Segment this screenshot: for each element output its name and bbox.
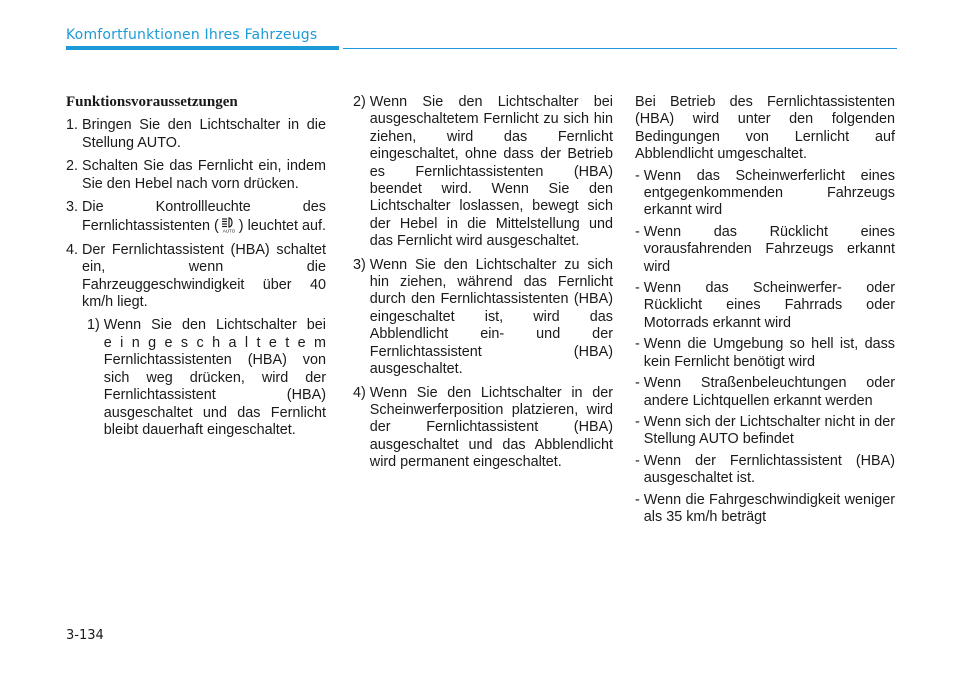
dash-bullet: -	[635, 280, 644, 297]
dash-bullet: -	[635, 452, 644, 469]
sub-item-2	[353, 94, 613, 251]
list-text: Der Fernlichtassistent (HBA) schaltet ein, wenn die Fahrzeuggeschwindigkeit über 40 km/h liegt.	[82, 241, 326, 311]
page-number: 3-134	[66, 628, 104, 643]
dash-bullet: -	[635, 491, 644, 508]
list-item	[635, 492, 895, 527]
list-item	[635, 375, 895, 410]
sub-text	[104, 317, 326, 439]
list-text: Wenn das Scheinwerfer- oder Rücklicht eines Fahrrads oder Motorrads erkannt wird	[643, 280, 895, 331]
list-item	[635, 168, 895, 220]
dash-bullet: -	[635, 167, 644, 184]
sub-number: 2)	[353, 94, 370, 110]
dash-bullet: -	[635, 375, 644, 392]
sub-text-lead: Wenn Sie den Lichtschalter bei	[103, 317, 326, 334]
list-item	[635, 280, 895, 332]
list-number: 4.	[66, 241, 82, 258]
conditions-heading: Funktionsvoraussetzungen	[66, 94, 238, 110]
sub-item-4	[353, 385, 613, 472]
list-item-3	[66, 199, 326, 236]
sub-text: Wenn Sie den Lichtschalter zu sich hin ziehen, während das Fernlicht durch den Fernlichtassistenten (HBA) eingeschaltet ist, wird das Abblendlicht ein- und der Fernlichtassistent (HBA) ausgeschaltet.	[369, 256, 613, 378]
column-2	[353, 94, 613, 478]
conditions-intro: Bei Betrieb des Fernlichtassistenten (HBA) wird unter den folgenden Bedingungen von Lernlicht auf Abblendlicht umgeschaltet.	[635, 94, 895, 163]
sub-number: 1)	[87, 317, 104, 334]
list-item	[635, 414, 895, 449]
list-item	[635, 336, 895, 371]
sub-number: 4)	[353, 384, 370, 401]
list-text	[82, 199, 326, 236]
sub-number: 3)	[353, 256, 370, 273]
dash-bullet: -	[635, 413, 644, 430]
dash-bullet: -	[635, 336, 644, 353]
header-rule-thick	[66, 46, 339, 50]
auto-high-beam-icon	[219, 216, 239, 233]
list-text: Bringen Sie den Lichtschalter in die Stellung AUTO.	[82, 117, 326, 151]
sub-text-spaced: e i n g e s c h a l t e t e m	[103, 334, 326, 351]
list-number: 1.	[66, 117, 82, 134]
list-text-after-icon: ) leuchtet auf.	[238, 218, 326, 235]
list-text: Wenn das Scheinwerferlicht eines entgegenkommenden Fahrzeugs erkannt wird	[643, 167, 895, 219]
list-item	[635, 224, 895, 276]
sub-text: Wenn Sie den Lichtschalter bei ausgeschaltetem Fernlicht zu sich hin ziehen, wird das Fernlicht eingeschaltet, ohne dass der Betrieb es Fernlichtassistenten (HBA) beendet wird. Wenn Sie den Lichtschalter loslassen, bewegt sich der Hebel in die Mittelstellung und das Fernlicht wird ausgeschaltet.	[369, 94, 613, 250]
list-text: Wenn Straßenbeleuchtungen oder andere Lichtquellen erkannt werden	[643, 375, 895, 409]
list-text: Wenn sich der Lichtschalter nicht in der Stellung AUTO befindet	[643, 413, 895, 448]
column-1	[66, 94, 326, 445]
condition-list	[635, 168, 895, 527]
list-item	[635, 453, 895, 488]
svg-text:AUTO: AUTO	[222, 228, 235, 234]
column-3	[635, 94, 895, 530]
list-number: 3.	[66, 199, 82, 216]
list-number: 2.	[66, 158, 82, 175]
list-text: Wenn die Fahrgeschwindigkeit weniger als 35 km/h beträgt	[643, 491, 895, 525]
header-rule-thin	[343, 48, 897, 49]
list-text: Wenn die Umgebung so hell ist, dass kein Fernlicht benötigt wird	[643, 336, 895, 370]
list-item-4	[66, 242, 326, 312]
section-title: Komfortfunktionen Ihres Fahrzeugs	[66, 27, 318, 43]
list-text: Schalten Sie das Fernlicht ein, indem Sie den Hebel nach vorn drücken.	[82, 158, 326, 192]
sub-text-rest: Fernlichtassistenten (HBA) von sich weg drücken, wird der Fernlichtassistent (HBA) ausgeschaltet und das Fernlicht bleibt dauerhaft eingeschaltet.	[103, 352, 326, 438]
list-text-before-icon: Die Kontrollleuchte des Fernlichtassistenten (	[82, 199, 326, 235]
list-text: Wenn der Fernlichtassistent (HBA) ausgeschaltet ist.	[643, 452, 895, 487]
dash-bullet: -	[635, 223, 644, 240]
sub-item-3	[353, 257, 613, 379]
list-item-2	[66, 158, 326, 193]
sub-text: Wenn Sie den Lichtschalter in der Scheinwerferposition platzieren, wird der Fernlichtassistent (HBA) ausgeschaltet und das Abblendlicht wird permanent eingeschaltet.	[369, 384, 613, 471]
sub-item-1	[87, 317, 326, 439]
list-item-1	[66, 117, 326, 152]
list-text: Wenn das Rücklicht eines vorausfahrenden Fahrzeugs erkannt wird	[643, 223, 895, 275]
